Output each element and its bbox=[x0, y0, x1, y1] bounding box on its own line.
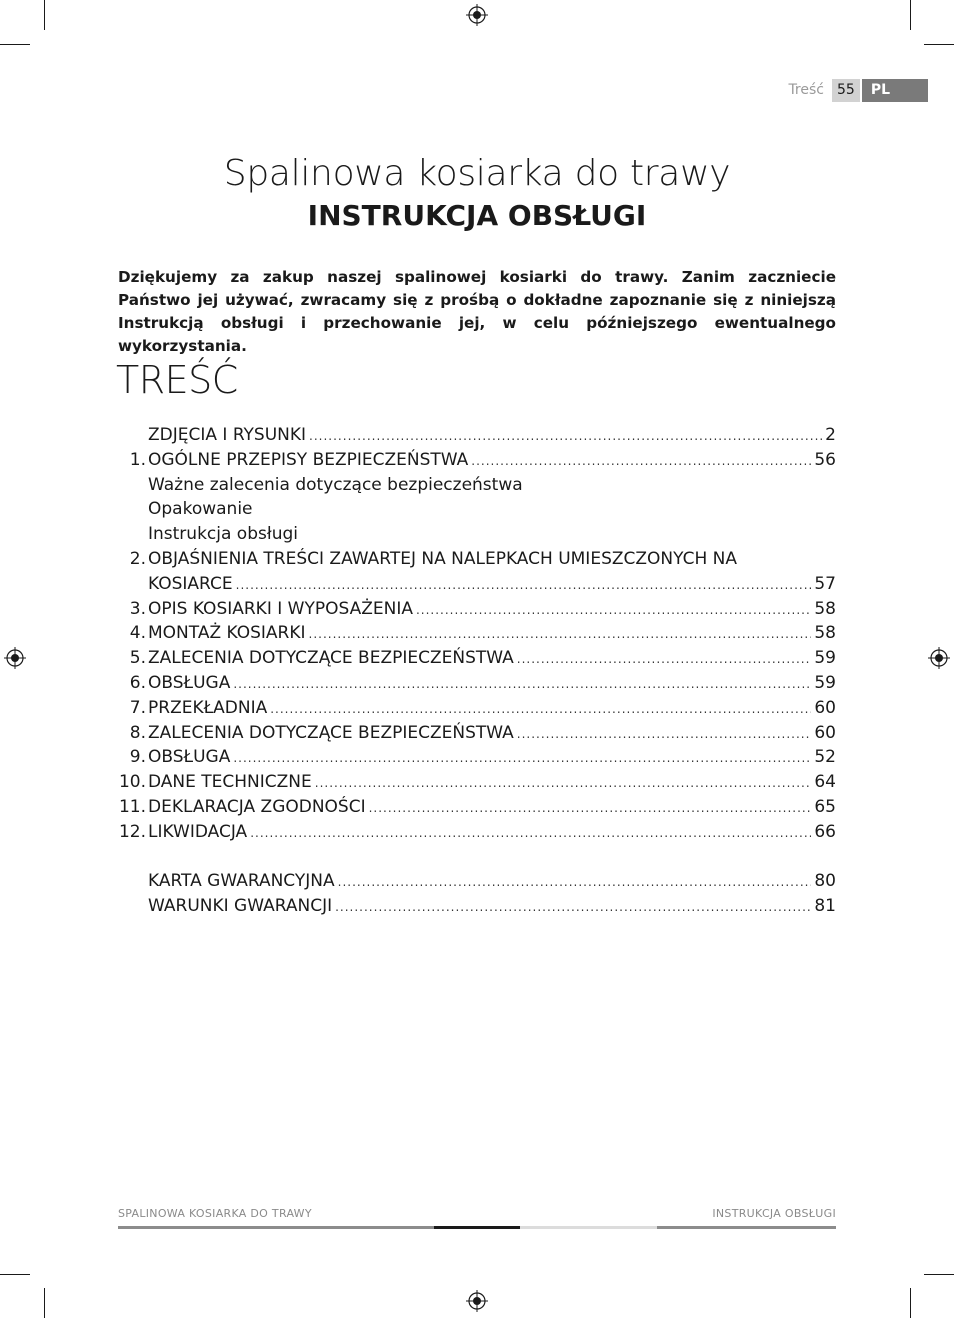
toc-entry bbox=[100, 871, 836, 896]
toc-entry-label: DANE TECHNICZNE bbox=[148, 772, 312, 793]
toc-entry-page: 56 bbox=[814, 449, 836, 470]
toc-entry-label: DEKLARACJA ZGODNOŚCI bbox=[148, 796, 366, 817]
toc-entry bbox=[100, 747, 836, 772]
toc-entry-label: OGÓLNE PRZEPISY BEZPIECZEŃSTWA bbox=[148, 449, 469, 470]
toc-entry-page: 65 bbox=[814, 796, 836, 817]
toc-dot-leader bbox=[338, 875, 812, 889]
toc-entry bbox=[100, 797, 836, 822]
toc-entry bbox=[100, 698, 836, 723]
toc-entry-label: Ważne zalecenia dotyczące bezpieczeństwa bbox=[148, 474, 523, 495]
toc-entry-label: KARTA GWARANCYJNA bbox=[148, 871, 335, 892]
toc-entry-number: 11. bbox=[118, 796, 146, 817]
toc-entry-number: 10. bbox=[118, 772, 146, 793]
toc-entry-label: OBSŁUGA bbox=[148, 672, 231, 693]
toc-entry-label: Instrukcja obsługi bbox=[148, 524, 298, 545]
toc-entry-label: ZALECENIA DOTYCZĄCE BEZPIECZEŃSTWA bbox=[148, 722, 514, 743]
toc-entry-number: 6. bbox=[129, 672, 146, 693]
toc-dot-leader bbox=[233, 751, 811, 765]
toc-entry-page: 60 bbox=[814, 722, 836, 743]
toc-entry bbox=[100, 425, 836, 450]
toc-entry bbox=[100, 599, 836, 624]
toc-dot-leader bbox=[309, 429, 822, 443]
toc-entry-label: Opakowanie bbox=[148, 499, 253, 520]
toc-entry-page: 59 bbox=[814, 648, 836, 669]
toc-entry-number: 4. bbox=[129, 623, 146, 644]
toc-dot-leader bbox=[233, 677, 811, 691]
crop-mark bbox=[910, 1288, 911, 1318]
header-page-number: 55 bbox=[832, 79, 860, 102]
footer-rule bbox=[118, 1226, 836, 1229]
toc-entry bbox=[100, 499, 836, 524]
toc-entry-page: 60 bbox=[814, 697, 836, 718]
crop-mark bbox=[0, 1274, 30, 1275]
crop-mark bbox=[924, 44, 954, 45]
registration-mark-icon bbox=[466, 1290, 488, 1312]
page-title: Spalinowa kosiarka do trawy bbox=[223, 153, 731, 194]
toc-entry-number: 5. bbox=[129, 648, 146, 669]
crop-mark bbox=[44, 0, 45, 30]
toc-entry-number: 7. bbox=[129, 697, 146, 718]
toc-entry-page: 59 bbox=[814, 672, 836, 693]
toc-entry bbox=[100, 847, 836, 872]
toc-entry-label: MONTAŻ KOSIARKI bbox=[148, 623, 306, 644]
toc-entry-page: 66 bbox=[814, 821, 836, 842]
toc-entry bbox=[100, 623, 836, 648]
toc-dot-leader bbox=[315, 776, 812, 790]
crop-mark bbox=[924, 1274, 954, 1275]
toc-entry bbox=[100, 896, 836, 921]
toc-entry-label: OBJAŚNIENIA TREŚCI ZAWARTEJ NA NALEPKACH UMIESZCZONYCH NA bbox=[148, 548, 737, 569]
crop-mark bbox=[910, 0, 911, 30]
toc-entry bbox=[100, 648, 836, 673]
toc-entry-label: PRZEKŁADNIA bbox=[148, 697, 268, 718]
header-section-label: Treść bbox=[788, 82, 824, 98]
registration-mark-icon bbox=[4, 647, 26, 669]
toc-entry-label: ZALECENIA DOTYCZĄCE BEZPIECZEŃSTWA bbox=[148, 648, 514, 669]
page-header bbox=[788, 79, 928, 102]
registration-mark-icon bbox=[466, 4, 488, 26]
toc-entry-page: 58 bbox=[814, 623, 836, 644]
toc-entry-label: LIKWIDACJA bbox=[148, 821, 248, 842]
toc-entry-page: 58 bbox=[814, 598, 836, 619]
toc-dot-leader bbox=[270, 702, 811, 716]
toc-heading: TREŚĆ bbox=[116, 358, 238, 402]
toc-entry-number: 3. bbox=[129, 598, 146, 619]
toc-entry bbox=[100, 673, 836, 698]
toc-entry-number: 8. bbox=[129, 722, 146, 743]
toc-entry bbox=[100, 549, 836, 574]
toc-entry-page: 52 bbox=[814, 747, 836, 768]
toc-dot-leader bbox=[517, 727, 812, 741]
toc-entry-page: 80 bbox=[814, 871, 836, 892]
toc-entry bbox=[100, 475, 836, 500]
toc-entry-number: 12. bbox=[118, 821, 146, 842]
toc-dot-leader bbox=[309, 627, 812, 641]
toc-dot-leader bbox=[369, 801, 812, 815]
toc-dot-leader bbox=[517, 652, 812, 666]
toc-entry bbox=[100, 524, 836, 549]
toc-dot-leader bbox=[471, 454, 811, 468]
toc-entry-number: 2. bbox=[129, 548, 146, 569]
footer-product-name: SPALINOWA KOSIARKA DO TRAWY bbox=[118, 1207, 312, 1220]
toc-entry-page: 64 bbox=[814, 772, 836, 793]
footer-document-name: INSTRUKCJA OBSŁUGI bbox=[712, 1207, 836, 1220]
toc-entry bbox=[100, 822, 836, 847]
toc-entry-page: 81 bbox=[814, 896, 836, 917]
toc-entry-label: WARUNKI GWARANCJI bbox=[148, 896, 333, 917]
toc-entry bbox=[100, 574, 836, 599]
header-language-badge: PL bbox=[862, 79, 928, 102]
toc-dot-leader bbox=[236, 578, 812, 592]
toc-dot-leader bbox=[250, 826, 811, 840]
crop-mark bbox=[0, 44, 30, 45]
toc-entry bbox=[100, 450, 836, 475]
toc-entry-label: OPIS KOSIARKI I WYPOSAŻENIA bbox=[148, 598, 413, 619]
registration-mark-icon bbox=[928, 647, 950, 669]
toc-entry-page: 2 bbox=[825, 425, 836, 445]
toc-dot-leader bbox=[416, 603, 811, 617]
toc-entry-number: 9. bbox=[129, 747, 146, 768]
toc-entry bbox=[100, 772, 836, 797]
intro-paragraph: Dziękujemy za zakup naszej spalinowej kosiarki do trawy. Zanim zaczniecie Państwo jej używać, zwracamy się z prośbą o dokładne zapoznanie się z niniejszą Instrukcją obsługi i przechowanie jej, w celu późniejszego ewentualnego wykorzystania. bbox=[118, 268, 836, 355]
toc-entry-label: KOSIARCE bbox=[148, 573, 233, 594]
table-of-contents bbox=[100, 425, 836, 921]
toc-entry-page: 57 bbox=[814, 573, 836, 594]
crop-mark bbox=[44, 1288, 45, 1318]
toc-entry-label: ZDJĘCIA I RYSUNKI bbox=[148, 425, 307, 445]
toc-entry-label: OBSŁUGA bbox=[148, 747, 231, 768]
toc-entry bbox=[100, 723, 836, 748]
page-subtitle: INSTRUKCJA OBSŁUGI bbox=[307, 199, 647, 232]
toc-entry-number: 1. bbox=[129, 449, 146, 470]
toc-dot-leader bbox=[335, 900, 811, 914]
